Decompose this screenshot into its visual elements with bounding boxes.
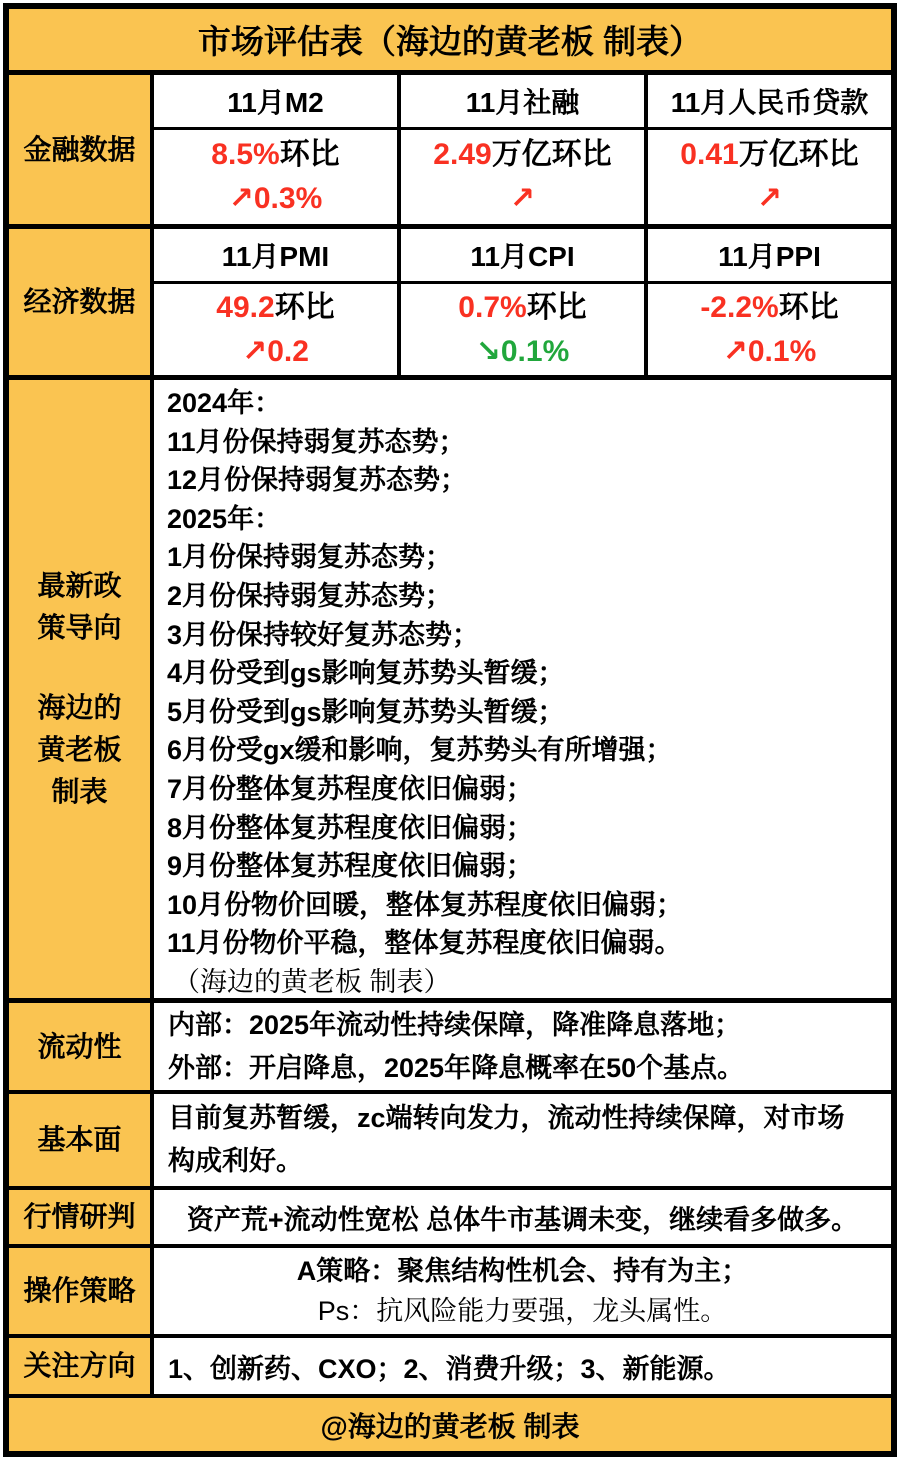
policy-timeline-lines bbox=[167, 384, 881, 963]
policy-timeline-line: 11月份物价平稳，整体复苏程度依旧偏弱。 bbox=[167, 928, 682, 959]
strategy-line-a: A策略：聚焦结构性机会、持有为主； bbox=[296, 1256, 749, 1286]
liquidity-line: 外部：开启降息，2025年降息概率在50个基点。 bbox=[168, 1052, 745, 1083]
metric-value bbox=[680, 133, 858, 177]
metric-number: 8.5% bbox=[211, 138, 280, 171]
policy-timeline bbox=[154, 380, 891, 998]
market-view-content bbox=[154, 1190, 891, 1244]
focus-row bbox=[9, 1338, 891, 1394]
trend-arrow-value: ↗0.2 bbox=[242, 334, 309, 368]
economic-headers bbox=[154, 229, 891, 281]
metric-cell-rmb-loans bbox=[644, 130, 891, 224]
table-title-band bbox=[9, 9, 891, 70]
column-header-ppi: 11月PPI bbox=[644, 229, 891, 281]
row-label-policy-direction bbox=[9, 380, 154, 998]
policy-credit-line: （海边的黄老板 制表） bbox=[173, 966, 451, 997]
market-assessment-table bbox=[3, 3, 897, 1457]
metric-suffix: 环比 bbox=[526, 290, 587, 324]
financial-data-row bbox=[9, 75, 891, 224]
metric-value bbox=[458, 286, 586, 330]
policy-timeline-line: 6月份受gx缓和影响，复苏势头有所增强； bbox=[167, 735, 673, 766]
policy-label-line: 策导向 bbox=[37, 612, 122, 643]
strategy-line-ps: Ps：抗风险能力要强，龙头属性。 bbox=[317, 1296, 728, 1326]
trend-arrow-value: ↗ bbox=[756, 182, 783, 215]
policy-timeline-line: 4月份受到gs影响复苏势头暂缓； bbox=[167, 658, 565, 689]
liquidity-content bbox=[154, 1003, 891, 1090]
metric-cell-cpi bbox=[397, 284, 644, 375]
fundamentals-row bbox=[9, 1094, 891, 1186]
column-header-rmb-loans: 11月人民币贷款 bbox=[644, 75, 891, 127]
liquidity-row bbox=[9, 1003, 891, 1090]
row-label-fundamentals: 基本面 bbox=[9, 1094, 154, 1186]
policy-timeline-line: 2月份保持弱复苏态势； bbox=[167, 580, 453, 611]
policy-timeline-line: 11月份保持弱复苏态势； bbox=[167, 426, 466, 457]
policy-label-bottom bbox=[37, 687, 121, 813]
column-header-m2: 11月M2 bbox=[227, 87, 324, 118]
column-header-pmi: 11月PMI bbox=[221, 241, 330, 272]
metric-suffix: 环比 bbox=[778, 290, 839, 324]
row-label-market-view: 行情研判 bbox=[9, 1190, 154, 1244]
metric-number: 0.7% bbox=[458, 290, 527, 324]
footer-credit: @海边的黄老板 制表 bbox=[320, 1410, 580, 1442]
metric-suffix: 万亿环比 bbox=[491, 138, 612, 171]
metric-value bbox=[700, 286, 838, 330]
policy-timeline-line: 3月份保持较好复苏态势； bbox=[167, 619, 480, 650]
metric-suffix: 环比 bbox=[279, 138, 340, 171]
metric-cell-pmi bbox=[154, 284, 397, 375]
metric-cell-m2 bbox=[154, 130, 397, 224]
policy-label-line: 黄老板 bbox=[37, 734, 122, 765]
row-label-economic-data: 经济数据 bbox=[9, 229, 154, 375]
economic-values bbox=[154, 284, 891, 375]
strategy-row bbox=[9, 1248, 891, 1334]
liquidity-line: 内部：2025年流动性持续保障，降准降息落地； bbox=[168, 1009, 742, 1040]
trend-arrow-value: ↗0.3% bbox=[228, 182, 323, 215]
policy-timeline-line: 12月份保持弱复苏态势； bbox=[167, 465, 468, 496]
financial-values bbox=[154, 130, 891, 224]
policy-timeline-line: 8月份整体复苏程度依旧偏弱； bbox=[167, 812, 534, 843]
metric-suffix: 环比 bbox=[274, 290, 335, 324]
metric-value bbox=[433, 133, 611, 177]
financial-data-cells bbox=[154, 75, 891, 224]
column-header-cpi: 11月CPI bbox=[397, 229, 644, 281]
metric-value bbox=[211, 133, 339, 177]
column-header-social-financing: 11月社融 bbox=[397, 75, 644, 127]
row-label-focus: 关注方向 bbox=[9, 1338, 154, 1394]
metric-number: -2.2% bbox=[700, 290, 779, 324]
metric-number: 49.2 bbox=[216, 290, 275, 324]
market-view-text: 资产荒+流动性宽松 总体牛市基调未变，继续看多做多。 bbox=[186, 1204, 859, 1235]
strategy-content bbox=[154, 1248, 891, 1334]
page-title: 市场评估表（海边的黄老板 制表） bbox=[197, 23, 703, 60]
policy-label-line: 制表 bbox=[51, 776, 108, 807]
policy-timeline-line: 2025年： bbox=[167, 503, 282, 534]
focus-content bbox=[154, 1338, 891, 1394]
market-view-row bbox=[9, 1190, 891, 1244]
policy-timeline-line: 2024年： bbox=[167, 388, 282, 418]
row-label-financial-data: 金融数据 bbox=[9, 75, 154, 224]
policy-label-line: 海边的 bbox=[37, 692, 122, 723]
policy-label-line: 最新政 bbox=[37, 570, 122, 601]
trend-arrow-value: ↗ bbox=[509, 182, 536, 215]
metric-suffix: 万亿环比 bbox=[738, 138, 859, 171]
policy-timeline-line: 1月份保持弱复苏态势； bbox=[167, 542, 453, 573]
economic-data-cells bbox=[154, 229, 891, 375]
metric-value bbox=[216, 286, 334, 330]
fundamentals-text: 目前复苏暂缓，zc端转向发力，流动性持续保障，对市场构成利好。 bbox=[168, 1103, 845, 1176]
row-label-liquidity: 流动性 bbox=[9, 1003, 154, 1090]
trend-arrow-value: ↗0.1% bbox=[722, 334, 817, 368]
policy-timeline-line: 10月份物价回暖，整体复苏程度依旧偏弱； bbox=[167, 889, 684, 920]
policy-label-top bbox=[37, 565, 121, 649]
row-label-strategy: 操作策略 bbox=[9, 1248, 154, 1334]
economic-data-row bbox=[9, 229, 891, 375]
trend-arrow-value: ↘0.1% bbox=[475, 334, 570, 368]
policy-timeline-line: 7月份整体复苏程度依旧偏弱； bbox=[167, 773, 534, 804]
policy-timeline-line: 9月份整体复苏程度依旧偏弱； bbox=[167, 851, 534, 882]
metric-number: 2.49 bbox=[433, 138, 492, 171]
fundamentals-content bbox=[154, 1094, 891, 1186]
financial-headers bbox=[154, 75, 891, 127]
metric-number: 0.41 bbox=[680, 138, 739, 171]
table-footer-band bbox=[9, 1398, 891, 1451]
metric-cell-ppi bbox=[644, 284, 891, 375]
metric-cell-social-financing bbox=[397, 130, 644, 224]
policy-direction-row bbox=[9, 380, 891, 998]
policy-timeline-line: 5月份受到gs影响复苏势头暂缓； bbox=[167, 696, 565, 727]
focus-text: 1、创新药、CXO；2、消费升级；3、新能源。 bbox=[168, 1353, 731, 1384]
